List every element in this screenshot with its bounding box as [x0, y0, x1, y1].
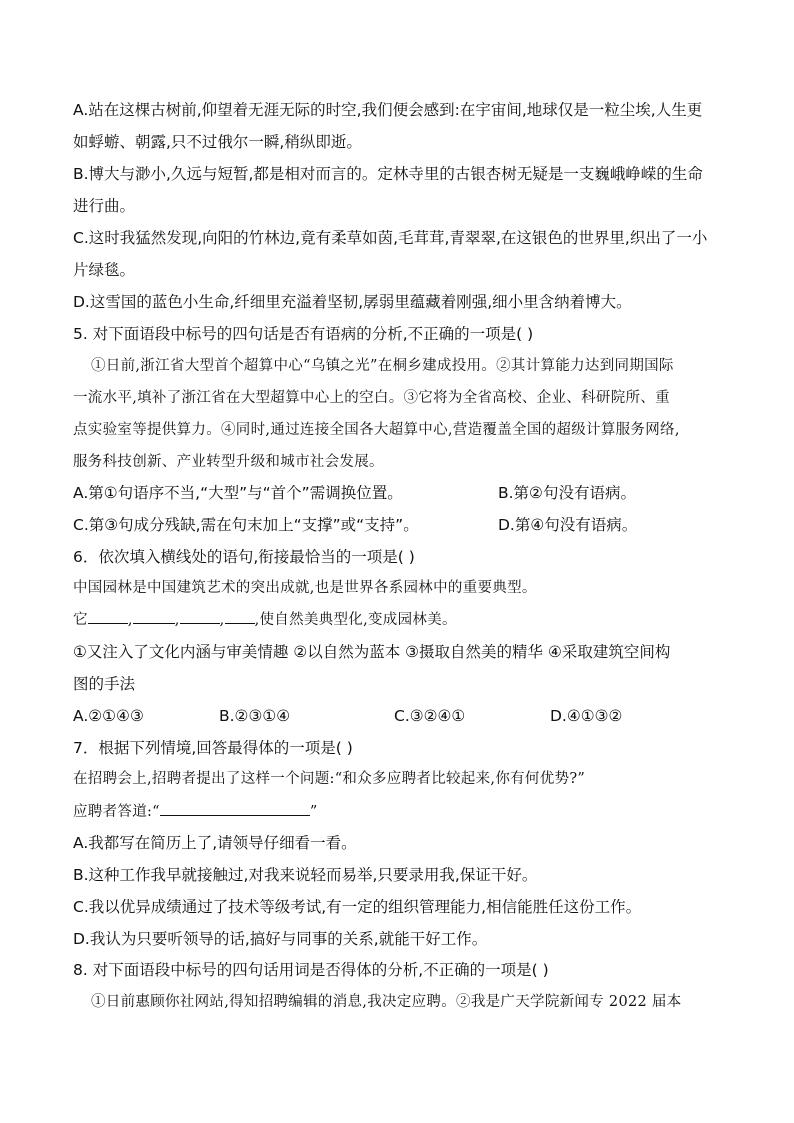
q5-option-b: B.第②句没有语病。 [498, 484, 636, 502]
q5-stem: 5. 对下面语段中标号的四句话是否有语病的分析,不正确的一项是( ) [73, 325, 534, 343]
q7-answer-suffix: ” [309, 804, 318, 820]
q4-option-b-line2: 进行曲。 [73, 197, 136, 215]
q7-answer-line [73, 801, 318, 822]
q4-option-d-line1: D.这雪国的蓝色小生命,纤细里充溢着坚韧,孱弱里蕴藏着刚强,细小里含纳着博大。 [73, 293, 632, 311]
q4-option-c-line2: 片绿毯。 [73, 261, 136, 279]
q6-blank-1[interactable] [88, 609, 128, 624]
q6-stem: 6．依次填入横线处的语句,衔接最恰当的一项是( ) [73, 548, 415, 566]
q5-passage-line4: 服务科技创新、产业转型升级和城市社会发展。 [73, 454, 384, 470]
q6-sep-2: , [174, 612, 180, 628]
q7-option-a: A.我都写在简历上了,请领导仔细看一看。 [73, 834, 357, 852]
q6-fill-line [73, 609, 457, 630]
q5-passage-line3: 点实验室等提供算力。④同时,通过连接全国各大超算中心,营造覆盖全国的超级计算服务网络, [73, 422, 680, 438]
q6-option-c: C.③②④① [394, 707, 466, 725]
q7-context: 在招聘会上,招聘者提出了这样一个问题:“和众多应聘者比较起来,你有何优势?” [73, 771, 586, 787]
q5-passage-line1: ①日前,浙江省大型首个超算中心“乌镇之光”在桐乡建成投用。②其计算能力达到同期国际 [91, 358, 674, 374]
q4-option-a-line1: A.站在这棵古树前,仰望着无涯无际的时空,我们便会感到:在宇宙间,地球仅是一粒尘埃,人生更 [73, 101, 703, 119]
q4-option-b-line1: B.博大与渺小,久远与短暂,都是相对而言的。定林寺里的古银杏树无疑是一支巍峨峥嵘的生命 [73, 165, 703, 183]
q6-items-line2: 图的手法 [73, 675, 136, 693]
q6-blank-3[interactable] [180, 609, 220, 624]
q5-option-c: C.第③句成分残缺,需在句末加上“支撑”或“支持”。 [73, 516, 419, 534]
q7-answer-blank[interactable] [160, 801, 310, 816]
q5-passage-line2: 一流水平,填补了浙江省在大型超算中心上的空白。③它将为全省高校、企业、科研院所、重 [73, 390, 670, 406]
q4-option-c-line1: C.这时我猛然发现,向阳的竹林边,竟有柔草如茵,毛茸茸,青翠翠,在这银色的世界里,织出了一小 [73, 229, 708, 247]
q6-option-a: A.②①④③ [73, 707, 144, 725]
q7-stem: 7．根据下列情境,回答最得体的一项是( ) [73, 739, 353, 757]
q6-blank-2[interactable] [133, 609, 175, 624]
q6-option-b: B.②③①④ [219, 707, 291, 725]
q6-blank-4[interactable] [225, 609, 255, 624]
q6-option-d: D.④①③② [550, 707, 623, 725]
q7-option-c: C.我以优异成绩通过了技术等级考试,有一定的组织管理能力,相信能胜任这份工作。 [73, 898, 642, 916]
q6-fill-end: ,使自然美典型化,变成园林美。 [254, 612, 457, 628]
q5-option-a: A.第①句语序不当,“大型”与“首个”需调换位置。 [73, 484, 403, 502]
q6-fill-start: 它 [73, 612, 88, 628]
q6-sep-3: , [219, 612, 225, 628]
q6-items-line1: ①又注入了文化内涵与审美情趣 ②以自然为蓝本 ③摄取自然美的精华 ④采取建筑空间构 [73, 643, 671, 661]
q5-option-d: D.第④句没有语病。 [498, 516, 638, 534]
q7-option-b: B.这种工作我早就接触过,对我来说轻而易举,只要录用我,保证干好。 [73, 866, 538, 884]
q4-option-a-line2: 如蜉蝣、朝露,只不过俄尔一瞬,稍纵即逝。 [73, 133, 362, 151]
q7-option-d: D.我认为只要听领导的话,搞好与同事的关系,就能干好工作。 [73, 930, 488, 948]
q6-context: 中国园林是中国建筑艺术的突出成就,也是世界各系园林中的重要典型。 [73, 580, 537, 596]
q7-answer-prefix: 应聘者答道:“ [73, 804, 160, 820]
q8-stem: 8. 对下面语段中标号的四句话用词是否得体的分析,不正确的一项是( ) [73, 961, 549, 979]
q8-passage-line1: ①日前惠顾你社网站,得知招聘编辑的消息,我决定应聘。②我是广天学院新闻专 2022 届本 [91, 994, 682, 1010]
q6-sep-1: , [127, 612, 133, 628]
